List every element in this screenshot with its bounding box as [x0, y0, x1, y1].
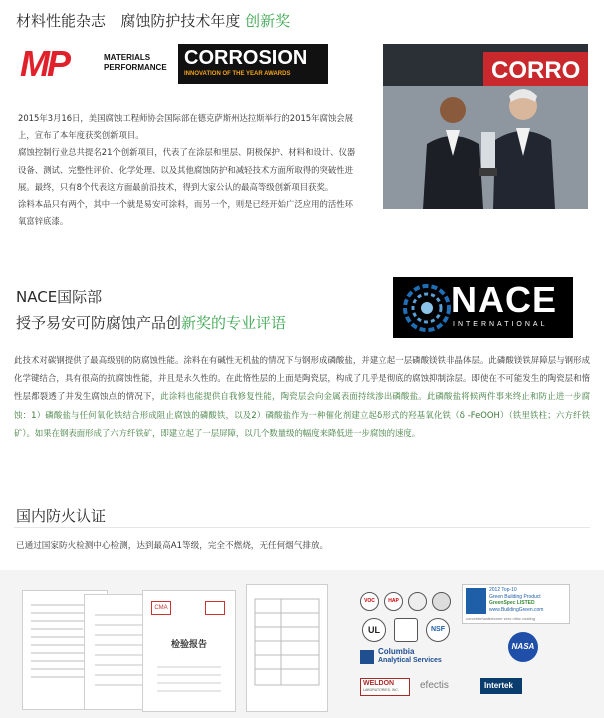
corrosion-logo-subtitle: INNOVATION OF THE YEAR AWARDS: [184, 71, 291, 77]
mp-logo-line2: PERFORMANCE: [104, 63, 167, 72]
hap-label: HAP: [388, 598, 399, 604]
weldon-sub: LABORATORIES, INC.: [363, 688, 399, 692]
cma-stamp-icon: CMA: [151, 601, 171, 615]
nsf-logo: [426, 618, 450, 642]
corrosion-award-logo: [178, 44, 328, 84]
award-para-1: 2015年3月16日，美国腐蚀工程师协会国际部在德克萨斯州达拉斯举行的2015年腐蚀会展上，宣布了本年度获奖创新项目。: [18, 113, 353, 141]
intertek-label: Intertek: [484, 681, 513, 690]
greenspec-text: [489, 587, 543, 613]
nace-globe-icon: [397, 277, 457, 338]
no-voc-icon: [360, 592, 379, 611]
certifications-panel: [0, 570, 604, 718]
photo-banner-text: CORRO: [491, 57, 581, 84]
report-title: 检验报告: [170, 640, 207, 650]
award-heading: [16, 10, 290, 31]
fire-certification-text: 已通过国家防火检测中心检测，达到最高A1等级，完全不燃烧，无任何烟气排放。: [16, 541, 329, 551]
weldon-logo: [360, 678, 410, 696]
document-table: [247, 585, 327, 711]
mp-logo-line1: MATERIALS: [104, 53, 151, 62]
mp-logo-text: [104, 53, 167, 73]
columbia-icon: [360, 650, 374, 664]
corrosion-logo-text: CORROSION: [184, 47, 308, 69]
nace-evaluation-text: [14, 351, 590, 442]
weldon-name: WELDON: [363, 680, 395, 687]
mp-logo-letters: MP: [20, 43, 68, 84]
efectis-logo: efectis: [420, 680, 449, 691]
no-lead-icon: [408, 592, 427, 611]
nasa-logo: [508, 632, 538, 662]
no-chromate-icon: [432, 592, 451, 611]
heading-award: 腐蚀防护技术年度: [120, 12, 241, 30]
divider: [14, 527, 590, 528]
columbia-name: Columbia: [378, 647, 415, 656]
nsf-label: NSF: [431, 626, 445, 633]
award-para-2: 腐蚀控制行业总共提名21个创新项目，代表了在涂层和里层、阴极保护、材料和设计、仪器设备、测试、完整性评价、化学处理、以及其他腐蚀防护和减轻技术方面所取得的突破性进展。最终，只有8个代表这方面最前沿技术，得到大家公认的最高等级创新项目获奖。: [18, 147, 356, 192]
nace-heading: NACE国际部: [16, 288, 103, 306]
no-hap-icon: [384, 592, 403, 611]
award-ceremony-photo: [383, 44, 588, 209]
ul-logo: [362, 618, 386, 642]
greenspec-listed: GreenSpec LISTED: [489, 600, 535, 606]
nace-subheading-a: 授予易安可防腐蚀产品创: [16, 314, 182, 332]
greenspec-icon: [466, 588, 486, 614]
columbia-logo: [360, 646, 470, 668]
nasa-label: NASA: [511, 642, 535, 651]
nace-logo-subtitle: INTERNATIONAL: [453, 321, 548, 328]
cnas-stamp-icon: [205, 601, 225, 615]
photo-illustration: [383, 44, 588, 209]
nace-logo: [393, 277, 573, 338]
greenspec-note: concrete/waterborne zero nitric coating: [466, 616, 535, 621]
heading-innovation: 创新奖: [245, 12, 291, 30]
nace-subheading-b: 新奖的专业评语: [181, 314, 287, 332]
ul-label: UL: [368, 625, 380, 635]
ul-certification-icon: [394, 618, 418, 642]
nace-evaluation-part-b: 此涂料也能提供自我修复性能，陶瓷层会向金属表面持续渗出磷酸盐。此磷酸盐将候两件事来终止和防止进一步腐蚀：1）磷酸盐与任何氧化铁结合形成阻止腐蚀的磷酸铁，以及2）磷酸盐作为一种催化剂建立起δ形式的羟基氧化铁（δ -FeOOH）（铁里铁柱；六方纤铁矿）。如果在钢表面形成了六方纤铁矿，即建立起了一层屏障，以几个数量级的幅度来降低进一步腐蚀的速度。: [14, 391, 591, 438]
greenspec-year: 2012 Top-10: [489, 587, 517, 593]
mp-logo: [20, 44, 170, 84]
fire-certification-heading: 国内防火认证: [16, 507, 107, 525]
nace-subheading: [16, 312, 286, 333]
greenspec-url: www.BuildingGreen.com: [489, 606, 544, 613]
voc-label: VOC: [364, 598, 375, 604]
columbia-sub: Analytical Services: [378, 657, 442, 664]
award-description: [18, 110, 360, 230]
heading-magazine: 材料性能杂志: [16, 12, 107, 30]
report-lines: [143, 661, 235, 701]
greenspec-product: Green Building Product: [489, 593, 541, 600]
nace-evaluation-part-a: 此技术对碳钢提供了最高级别的防腐蚀性能。涂料在有碱性无机盐的情况下与钢形成磷酸盐，并建立起一层磷酸镁铁非晶体层。此磷酸镁铁屏障层与钢形成化学键结合，具有很高的抗腐蚀性能，并且是永久性的。在此惰性层的上面是陶瓷层，构成了几乎是彻底的腐蚀抑制涂层。即使在不可能发生的陶瓷层和惰性层都裂透了并发生腐蚀点的情况下，: [14, 355, 590, 402]
award-para-3: 涂料本品只有两个，其中一个就是易安可涂料，而另一个，则是已经开始广泛应用的活性环氧富锌底漆。: [18, 199, 353, 227]
nace-logo-text: NACE: [451, 279, 558, 320]
inspection-report-cover: [142, 590, 236, 712]
test-report-document: [246, 584, 328, 712]
greenspec-logo: [462, 584, 570, 624]
intertek-logo: [480, 678, 522, 694]
